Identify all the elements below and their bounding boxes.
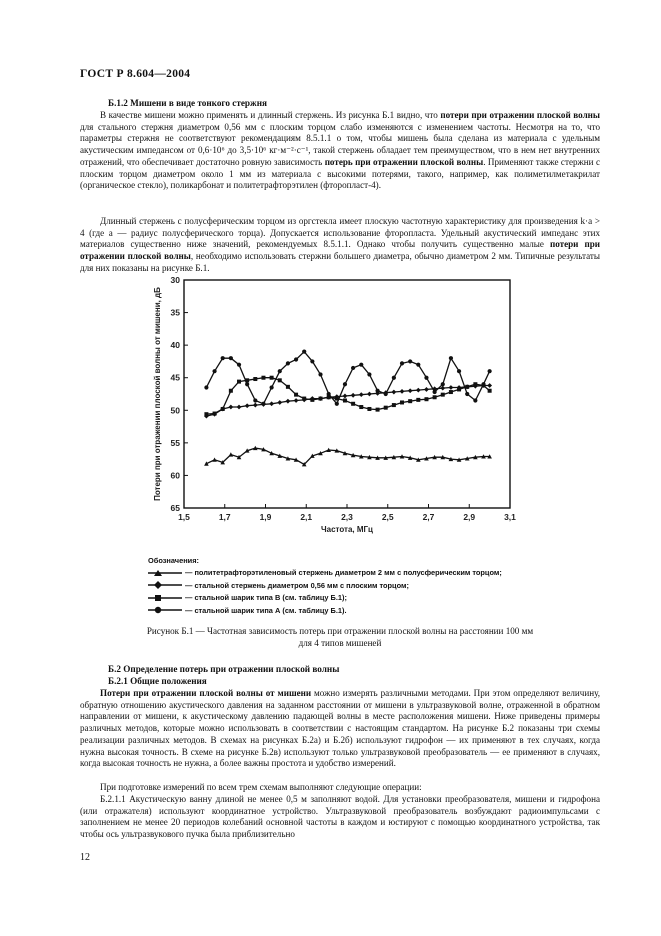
data-point-square (286, 385, 290, 389)
legend-triangle-marker-icon (148, 569, 182, 577)
data-point-circle (384, 392, 388, 396)
data-point-circle (335, 402, 339, 406)
x-tick-label: 2,9 (463, 512, 476, 522)
data-point-circle (392, 376, 396, 380)
data-point-circle (221, 356, 225, 360)
x-tick-label: 2,7 (422, 512, 435, 522)
data-point-diamond (277, 400, 282, 405)
data-point-diamond (237, 405, 242, 410)
data-point-diamond (424, 387, 429, 392)
x-axis-label: Частота, МГц (321, 525, 373, 534)
data-point-diamond (449, 385, 454, 390)
data-point-circle (294, 357, 298, 361)
data-point-square (392, 403, 396, 407)
data-point-circle (302, 350, 306, 354)
y-tick-label: 30 (170, 275, 180, 285)
data-point-circle (318, 372, 322, 376)
legend-title: Обозначения: (148, 555, 199, 565)
x-tick-label: 3,1 (504, 512, 516, 522)
data-point-diamond (359, 392, 364, 397)
paragraph-b2111: Б.2.1.1 Акустическую ванну длиной не менее 0,5 м заполняют водой. Для установки преобразователя, мишени и гидрофона (или отражателя) используют координатное устройство. Ультразвуковой преобразователь возбуждают радиоимпульсами с заполнением не менее 20 периодов колебаний основной частоты в каждом и юстируют с помощью координатного устройства, так чтобы ось ультразвукового пучка была приблизительно (80, 794, 600, 840)
section-b21-title: Б.2.1 Общие положения (108, 676, 207, 686)
data-point-circle (270, 385, 274, 389)
data-point-diamond (228, 405, 233, 410)
data-point-square (400, 400, 404, 404)
section-b2-title: Б.2 Определение потерь при отражении плоской волны (108, 664, 340, 674)
x-tick-label: 2,5 (381, 512, 394, 522)
data-point-square (376, 408, 380, 412)
y-tick-label: 35 (170, 307, 180, 318)
data-point-diamond (487, 383, 492, 388)
y-tick-label: 40 (170, 340, 180, 351)
data-point-square (359, 405, 363, 409)
data-point-square (473, 382, 477, 386)
legend-item-diamond: — стальной стержень диаметром 0,56 мм с плоским торцом; (148, 579, 502, 592)
data-point-diamond (400, 389, 405, 394)
data-point-square (319, 397, 323, 401)
series-line-triangle (206, 448, 489, 464)
data-point-circle (433, 390, 437, 394)
data-point-square (221, 407, 225, 411)
data-point-square (343, 399, 347, 403)
series-line-diamond (206, 386, 489, 417)
data-point-circle (375, 389, 379, 393)
section-b12-title: Б.1.2 Мишени в виде тонкого стержня (108, 98, 267, 108)
data-point-diamond (408, 388, 413, 393)
data-point-square (294, 393, 298, 397)
data-point-square (302, 397, 306, 401)
data-point-square (416, 398, 420, 402)
x-tick-label: 1,7 (218, 512, 231, 522)
data-point-diamond (416, 388, 421, 393)
data-point-circle (449, 356, 453, 360)
data-point-square (457, 387, 461, 391)
data-point-square (229, 389, 233, 393)
x-tick-label: 1,9 (259, 512, 272, 522)
data-point-circle (488, 369, 492, 373)
y-tick-label: 50 (170, 405, 180, 416)
data-point-circle (261, 402, 265, 406)
data-point-circle (310, 359, 314, 363)
x-tick-label: 2,1 (300, 512, 313, 522)
paragraph-b12-2: Длинный стержень с полусферическим торцом из оргстекла имеет плоскую частотную характеристику для произведения k·a > 4 (где a — радиус полусферического торца). Допускается использование фторопласта. Удельный акустический импеданс этих материалов существенно ниже значений, рекомендуемых 8.5.1.1. Однако чтобы получить существенно малые потери при отражении плоской волны, необходимо использовать стержни большего диаметра, обычно диаметром 2 мм. Типичные результаты для них показаны на рисунке Б.1. (80, 216, 600, 273)
paragraph-b12-1: В качестве мишени можно применять и длинный стержень. Из рисунка Б.1 видно, что потери при отражении плоской волны для стального стержня диаметром 0,56 мм с плоским торцом слабо изменяются с изменением частоты. Несмотря на то, что параметры стержня не соответствуют рекомендациям 8.5.1.1 о том, чтобы мишень была сделана из материала с удельным акустическим импедансом от 0,6·10⁶ до 3,5·10⁶ кг·м⁻²·с⁻¹, такой стержень обладает тем преимуществом, что в нем нет внутренних отражений, что обеспечивает достаточно ровную зависимость потерь при отражении плоской волны. Применяют также стержни с плоским торцом диаметром около 1 мм из материала с высокими потерями, такого, например, как полиметилметакрилат (органическое стекло), поликарбонат и политетрафторэтилен (фторопласт-4). (80, 110, 601, 191)
data-point-square (278, 378, 282, 382)
data-point-circle (237, 363, 241, 367)
data-point-square (310, 398, 314, 402)
data-point-circle (359, 363, 363, 367)
data-point-diamond (253, 403, 258, 408)
legend-diamond-marker-icon (148, 581, 182, 589)
data-point-circle (327, 392, 331, 396)
data-point-circle (481, 382, 485, 386)
figure-caption: Рисунок Б.1 — Частотная зависимость потерь при отражении плоской волны на расстоянии 100 мм для 4 типов мишеней (146, 626, 534, 648)
data-point-circle (245, 382, 249, 386)
data-point-square (237, 380, 241, 384)
data-point-circle (286, 361, 290, 365)
figure-b1-chart (140, 272, 540, 534)
data-point-circle (441, 382, 445, 386)
x-tick-label: 1,5 (178, 512, 190, 522)
y-tick-label: 65 (170, 503, 180, 513)
legend-item-circle: — стальной шарик типа А (см. таблицу Б.1). (148, 604, 502, 617)
legend-circle-marker-icon (148, 606, 182, 614)
x-tick-label: 2,3 (341, 512, 353, 522)
data-point-circle (457, 369, 461, 373)
data-point-diamond (391, 390, 396, 395)
y-tick-label: 55 (170, 437, 180, 448)
data-point-circle (400, 361, 404, 365)
data-point-square (270, 376, 274, 380)
data-point-circle (473, 398, 477, 402)
y-tick-label: 45 (170, 372, 180, 383)
data-point-square (204, 412, 208, 416)
legend-square-marker-icon (148, 594, 182, 602)
data-point-square (351, 402, 355, 406)
data-point-diamond (351, 393, 356, 398)
data-point-circle (204, 385, 208, 389)
data-point-circle (343, 382, 347, 386)
chart-legend (148, 554, 502, 617)
data-point-diamond (269, 401, 274, 406)
data-point-circle (212, 369, 216, 373)
data-point-circle (408, 359, 412, 363)
data-point-circle (351, 366, 355, 370)
data-point-circle (424, 376, 428, 380)
data-point-circle (465, 392, 469, 396)
data-point-circle (278, 369, 282, 373)
data-point-circle (229, 356, 233, 360)
data-point-square (408, 399, 412, 403)
data-point-diamond (286, 399, 291, 404)
data-point-diamond (245, 403, 250, 408)
data-point-circle (367, 372, 371, 376)
plot-frame (184, 280, 510, 508)
data-point-diamond (343, 394, 348, 399)
y-axis-label: Потери при отражении плоской волны от мишени, дБ (153, 287, 162, 501)
legend-item-triangle: — политетрафторэтиленовый стержень диаметром 2 мм с полусферическим торцом; (148, 567, 502, 580)
data-point-square (213, 412, 217, 416)
paragraph-b21-1: Потери при отражении плоской волны от мишени можно измерять различными методами. При этом определяют величину, обратную отношению акустического давления на заданном расстоянии от мишени в ультразвуковой волне, отраженной в обратном направлении от мишени, к акустическому давлению падающей волны в месте расположения мишени. Ниже приведены примеры различных методов, которые можно использовать в соответствии с настоящим стандартом. На рисунке Б.2 показаны три схемы реализации различных методов. В схемах на рисунках Б.2а) и Б.2б) используют гидрофон — их применяют в тех случаях, когда нужна высокая точность. В схеме на рисунке Б.2в) используют только ультразвуковой преобразователь — ее применяют в случаях, когда высокая точность не нужна, а более важны простота и удобство измерений. (80, 688, 601, 769)
data-point-circle (253, 398, 257, 402)
legend-item-square: — стальной шарик типа В (см. таблицу Б.1); (148, 592, 502, 605)
data-point-square (441, 393, 445, 397)
data-point-square (261, 376, 265, 380)
data-point-square (424, 397, 428, 401)
data-point-square (367, 407, 371, 411)
data-point-square (488, 389, 492, 393)
data-point-circle (416, 363, 420, 367)
paragraph-b21-2: При подготовке измерений по всем трем схемам выполняют следующие операции: (100, 782, 422, 792)
data-point-square (433, 395, 437, 399)
data-point-diamond (294, 398, 299, 403)
data-point-square (253, 377, 257, 381)
data-point-square (449, 390, 453, 394)
page-header: ГОСТ Р 8.604—2004 (80, 68, 191, 80)
data-point-diamond (367, 392, 372, 397)
y-tick-label: 60 (170, 470, 180, 481)
data-point-square (384, 406, 388, 410)
page-number: 12 (80, 852, 90, 863)
